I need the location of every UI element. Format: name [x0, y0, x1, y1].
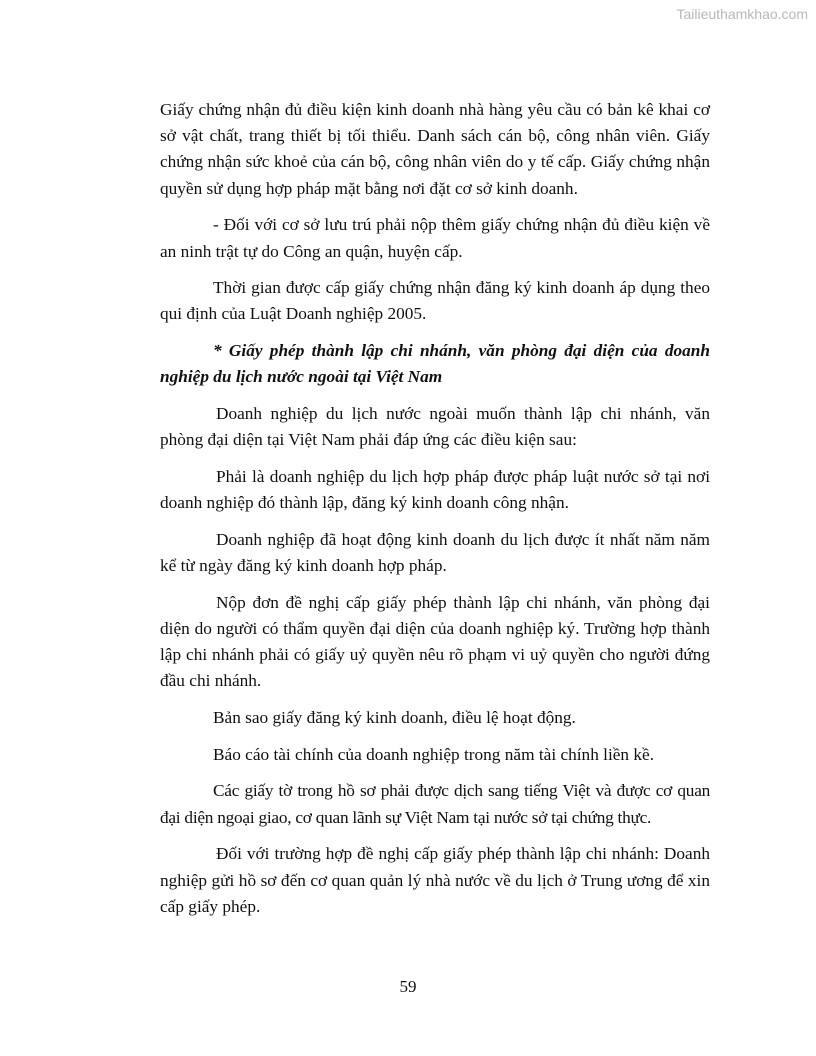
paragraph-operating-years: Doanh nghiệp đã hoạt động kinh doanh du lịch được ít nhất năm năm kể từ ngày đăng ký kinh doanh hợp pháp. [160, 529, 710, 576]
section-heading-foreign-branch-license: * Giấy phép thành lập chi nhánh, văn phòng đại diện của doanh nghiệp du lịch nước ngoài tại Việt Nam [160, 341, 710, 387]
paragraph-business-registration-copy: Bản sao giấy đăng ký kinh doanh, điều lệ hoạt động. [213, 708, 576, 728]
paragraph-branch-license-procedure: Đối với trường hợp đề nghị cấp giấy phép thành lập chi nhánh: Doanh nghiệp gửi hồ sơ đến cơ quan quản lý nhà nước về du lịch ở Trung ương để xin cấp giấy phép. [160, 844, 710, 916]
paragraph-legal-enterprise: Phải là doanh nghiệp du lịch hợp pháp được pháp luật nước sở tại nơi doanh nghiệp đó thành lập, đăng ký kinh doanh công nhận. [160, 466, 710, 513]
paragraph-restaurant-requirements: Giấy chứng nhận đủ điều kiện kinh doanh nhà hàng yêu cầu có bản kê khai cơ sở vật chất, trang thiết bị tối thiểu. Danh sách cán bộ, công nhân viên. Giấy chứng nhận sức khoẻ của cán bộ, công nhân viên do y tế cấp. Giấy chứng nhận quyền sử dụng hợp pháp mặt bằng nơi đặt cơ sở kinh doanh. [160, 100, 710, 198]
document-body [160, 97, 710, 930]
watermark-text: Tailieuthamkhao.com [676, 6, 808, 22]
paragraph-application-submission: Nộp đơn đề nghị cấp giấy phép thành lập chi nhánh, văn phòng đại diện do người có thẩm quyền đại diện của doanh nghiệp ký. Trường hợp thành lập chi nhánh phải có giấy uỷ quyền nêu rõ phạm vi uỷ quyền cho người đứng đầu chi nhánh. [160, 592, 710, 691]
paragraph-document-translation: Các giấy tờ trong hồ sơ phải được dịch sang tiếng Việt và được cơ quan đại diện ngoại giao, cơ quan lãnh sự Việt Nam tại nước sở tại chứng thực. [160, 781, 710, 827]
page-number: 59 [399, 977, 417, 996]
paragraph-issuance-time: Thời gian được cấp giấy chứng nhận đăng ký kinh doanh áp dụng theo qui định của Luật Doanh nghiệp 2005. [160, 278, 710, 324]
paragraph-lodging-security: - Đối với cơ sở lưu trú phải nộp thêm giấy chứng nhận đủ điều kiện về an ninh trật tự do Công an quận, huyện cấp. [160, 215, 710, 261]
paragraph-foreign-enterprise-conditions: Doanh nghiệp du lịch nước ngoài muốn thành lập chi nhánh, văn phòng đại diện tại Việt Nam phải đáp ứng các điều kiện sau: [160, 404, 710, 450]
paragraph-financial-report: Báo cáo tài chính của doanh nghiệp trong năm tài chính liền kề. [213, 744, 655, 764]
